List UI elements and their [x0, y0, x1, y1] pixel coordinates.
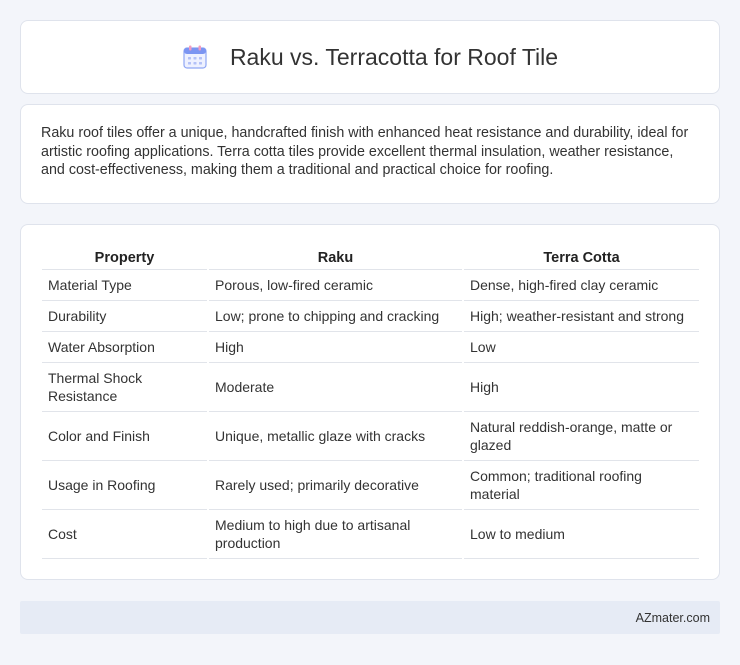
row-terra-cotta-value: Natural reddish-orange, matte or glazed — [463, 411, 699, 460]
page-title-row — [182, 44, 558, 71]
calendar-icon — [182, 44, 208, 70]
row-property: Water Absorption — [42, 331, 208, 362]
row-property: Thermal Shock Resistance — [42, 362, 208, 411]
row-raku-value: Low; prone to chipping and cracking — [208, 300, 463, 331]
header-terra-cotta: Terra Cotta — [463, 249, 699, 269]
row-raku-value: Unique, metallic glaze with cracks — [208, 411, 463, 460]
table-row — [42, 269, 699, 300]
row-terra-cotta-value: High — [463, 362, 699, 411]
row-raku-value: Medium to high due to artisanal production — [208, 509, 463, 558]
table-row — [42, 509, 699, 558]
header-property: Property — [42, 249, 208, 269]
footer-bar — [20, 601, 720, 634]
row-raku-value: High — [208, 331, 463, 362]
row-raku-value: Moderate — [208, 362, 463, 411]
summary-text: Raku roof tiles offer a unique, handcrafted finish with enhanced heat resistance and durability, ideal for artistic roofing applications. Terra cotta tiles provide excellent thermal insulation, weather resistance, and cost-effectiveness, making them a traditional and practical choice for roofing. — [41, 125, 689, 178]
row-raku-value: Porous, low-fired ceramic — [208, 269, 463, 300]
row-terra-cotta-value: High; weather-resistant and strong — [463, 300, 699, 331]
table-row — [42, 411, 699, 460]
table-header-row — [42, 249, 699, 269]
row-property: Durability — [42, 300, 208, 331]
comparison-table — [42, 249, 699, 559]
row-terra-cotta-value: Low — [463, 331, 699, 362]
table-row — [42, 331, 699, 362]
table-row — [42, 460, 699, 509]
row-property: Usage in Roofing — [42, 460, 208, 509]
row-property: Material Type — [42, 269, 208, 300]
header-raku: Raku — [208, 249, 463, 269]
row-terra-cotta-value: Common; traditional roofing material — [463, 460, 699, 509]
table-row — [42, 300, 699, 331]
footer-brand: AZmater.com — [635, 610, 710, 625]
title-card — [20, 20, 720, 94]
table-row — [42, 362, 699, 411]
row-property: Cost — [42, 509, 208, 558]
row-terra-cotta-value: Dense, high-fired clay ceramic — [463, 269, 699, 300]
page-title: Raku vs. Terracotta for Roof Tile — [229, 43, 559, 70]
row-property: Color and Finish — [42, 411, 208, 460]
summary-card — [20, 104, 720, 204]
row-raku-value: Rarely used; primarily decorative — [208, 460, 463, 509]
row-terra-cotta-value: Low to medium — [463, 509, 699, 558]
comparison-card — [20, 224, 720, 580]
